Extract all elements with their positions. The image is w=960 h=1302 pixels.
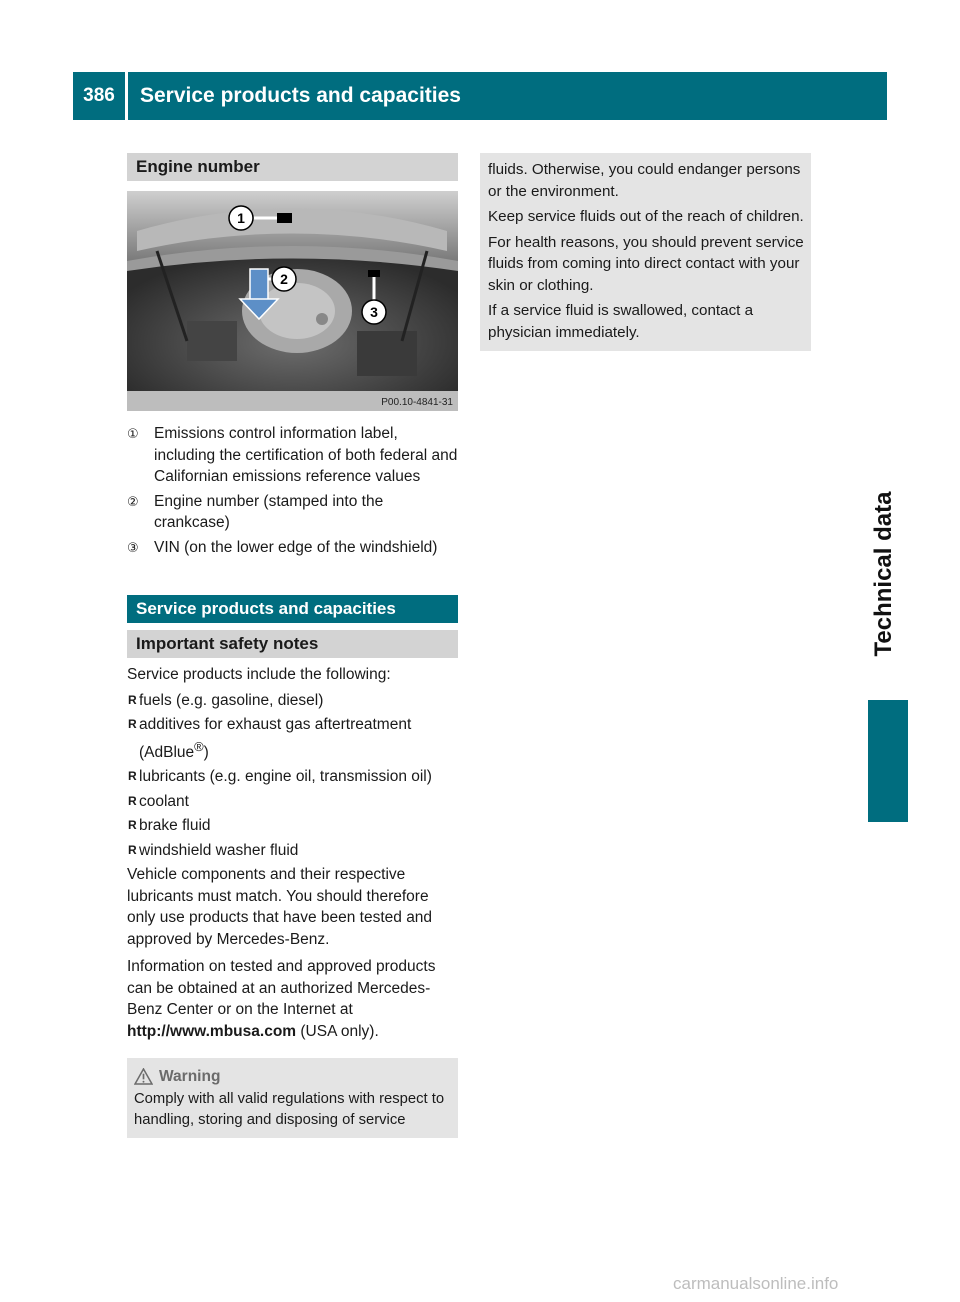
list-item: R coolant bbox=[127, 791, 458, 813]
list-item-text: additives for exhaust gas aftertreatment (AdBlue bbox=[139, 716, 412, 761]
list-item: R windshield washer fluid bbox=[127, 840, 458, 862]
callout-list bbox=[127, 423, 458, 558]
side-tab-label: Technical data bbox=[870, 491, 897, 657]
page-header-title: Service products and capacities bbox=[128, 72, 887, 120]
warning-paragraph: Keep service fluids out of the reach of children. bbox=[488, 208, 804, 225]
information-paragraph bbox=[127, 956, 458, 1042]
info-text-end: (USA only). bbox=[296, 1022, 379, 1040]
list-item: R fuels (e.g. gasoline, diesel) bbox=[127, 690, 458, 712]
side-tab-block bbox=[868, 700, 908, 822]
callout-text: VIN (on the lower edge of the windshield) bbox=[154, 538, 438, 556]
registered-mark: ® bbox=[194, 738, 204, 754]
intro-text: Service products include the following: bbox=[127, 666, 391, 683]
warning-paragraph: If a service fluid is swallowed, contact a physician immediately. bbox=[488, 302, 754, 341]
callout-text: Emissions control information label, including the certification of both federal and Californian emissions reference values bbox=[154, 425, 458, 485]
callout-text: Engine number (stamped into the crankcase) bbox=[154, 492, 384, 531]
website-link[interactable]: http://www.mbusa.com bbox=[127, 1022, 297, 1040]
service-products-list bbox=[127, 690, 458, 862]
photo-code: P00.10-4841-31 bbox=[381, 397, 453, 408]
warning-box bbox=[127, 1058, 458, 1138]
components-paragraph: Vehicle components and their respective lubricants must match. You should therefore only use products that have been tested and approved by Mercedes-Benz. bbox=[127, 866, 433, 948]
svg-text:3: 3 bbox=[370, 304, 378, 320]
page-number: 386 bbox=[73, 72, 125, 120]
callout-item bbox=[127, 537, 458, 559]
warning-title: Warning bbox=[159, 1068, 221, 1086]
callout-item bbox=[127, 423, 458, 488]
chapter-heading: Service products and capacities bbox=[127, 595, 458, 623]
info-text: Information on tested and approved products can be obtained at an authorized Mercedes-Benz Center or on the Internet at bbox=[127, 958, 436, 1019]
safety-notes-heading: Important safety notes bbox=[127, 630, 458, 658]
svg-text:2: 2 bbox=[280, 271, 288, 287]
list-item bbox=[127, 714, 458, 763]
list-item: R lubricants (e.g. engine oil, transmission oil) bbox=[127, 766, 458, 788]
engine-bay-illustration bbox=[127, 191, 458, 411]
right-column bbox=[480, 153, 811, 351]
warning-title-row bbox=[134, 1066, 451, 1087]
warning-continued-box bbox=[480, 153, 811, 351]
engine-bay-photo bbox=[127, 191, 458, 411]
callout-item bbox=[127, 491, 458, 534]
svg-text:1: 1 bbox=[237, 210, 245, 226]
warning-triangle-icon bbox=[134, 1068, 153, 1085]
engine-number-heading: Engine number bbox=[127, 153, 458, 181]
list-item-close: ) bbox=[203, 743, 209, 761]
warning-paragraph: fluids. Otherwise, you could endanger persons or the environment. bbox=[488, 161, 801, 200]
warning-text: Comply with all valid regulations with respect to handling, storing and disposing of service bbox=[134, 1091, 445, 1129]
callout-marker: ① bbox=[127, 426, 139, 441]
warning-paragraph: For health reasons, you should prevent service fluids from coming into direct contact with your skin or clothing. bbox=[488, 233, 804, 294]
callout-marker: ② bbox=[127, 493, 139, 509]
list-item: R brake fluid bbox=[127, 815, 458, 837]
left-column bbox=[127, 153, 458, 1138]
footer-watermark: carmanualsonline.info bbox=[673, 1274, 839, 1293]
callout-marker: ③ bbox=[127, 539, 139, 555]
